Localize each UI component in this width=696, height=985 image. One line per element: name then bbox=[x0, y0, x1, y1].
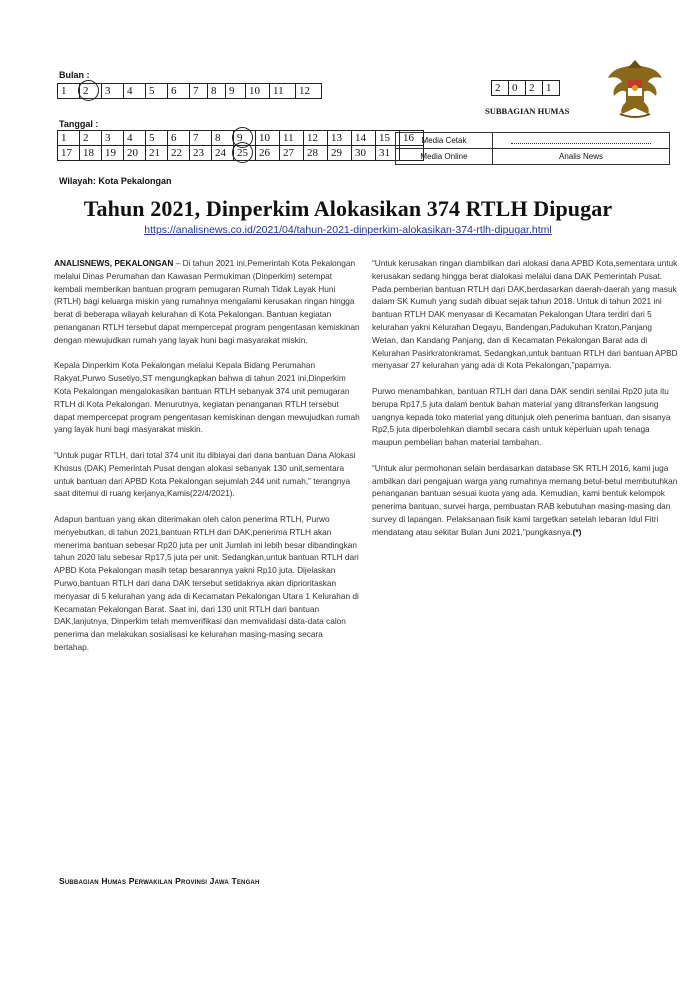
date-cell: 18 bbox=[80, 146, 102, 161]
month-cell: 3 bbox=[102, 84, 124, 99]
year-digit: 1 bbox=[543, 81, 560, 96]
year-digit: 2 bbox=[492, 81, 509, 96]
date-cell: 26 bbox=[256, 146, 280, 161]
date-cell: 4 bbox=[124, 131, 146, 146]
date-cell-selected: 9 bbox=[234, 131, 256, 146]
date-cell: 19 bbox=[102, 146, 124, 161]
paragraph: “Untuk pugar RTLH, dari total 374 unit itu dibiayai dari dana bantuan Dana Alokasi Khusus (DAK) Pemerintah Pusat dengan alokasi sebanyak 130 unit,sementara untuk bantuan dari APBD Kota Pekalongan sejumlah 244 unit rumah,” terangnya saat ditemui di ruang kerjanya,Kamis(22/4/2021). bbox=[54, 449, 356, 499]
date-cell: 13 bbox=[328, 131, 352, 146]
paragraph-text: – Di tahun 2021 ini,Pemerintah Kota Pekalongan melalui Dinas Perumahan dan Kawasan Permukiman (Dinperkim) setempat kembali memberikan bantuan program pemugaran Rumah Tidak Layak Huni (RTLH) bagi keluarga miskin yang rumahnya mengalami kerusakan ringan hingga berat di beberapa wilayah kelurahan di Kota Pekalongan. Bantuan kegiatan penanganan RTLH tersebut dapat mempercepat program pengentasan kemiskinan dengan mewujudkan rumah yang layak huni bagi masyarakat miskin. bbox=[54, 258, 360, 345]
department-label: SUBBAGIAN HUMAS bbox=[485, 106, 570, 116]
paragraph bbox=[54, 257, 360, 347]
date-cell: 22 bbox=[168, 146, 190, 161]
month-cell: 6 bbox=[168, 84, 190, 99]
paragraph: Purwo menambahkan, bantuan RTLH dari dana DAK sendiri senilai Rp20 juta itu berupa Rp17,5 juta dalam bentuk bahan material yang ditransferkan langsung uangnya kepada toko material yang ditunjuk oleh penerima bantuan, dan sisanya Rp2,5 juta diperbolehkan diambil secara cash untuk keperluan upah tenaga maupun pembelian bahan material tambahan. bbox=[372, 385, 671, 448]
month-cell: 10 bbox=[246, 84, 270, 99]
date-cell: 21 bbox=[146, 146, 168, 161]
paragraph-text: “Untuk alur permohonan selain berdasarkan database SK RTLH 2016, kami juga ambilkan dari pengajuan warga yang rumahnya memang betul-betul membutuhkan penanganan bantuan sesuai kuota yang ada. Kemudian, kami bentuk kelompok penerima bantuan, survei harga, pembuatan RAB kebutuhan masing-masing dan survey di lapangan. Pelaksanaan fisik kami targetkan setelah lebaran Idul Fitri mendatang atau sekitar Bulan Juni 2021,”pungkasnya. bbox=[372, 462, 678, 537]
date-cell: 16 bbox=[400, 131, 424, 146]
year-grid bbox=[491, 80, 560, 96]
date-cell: 30 bbox=[352, 146, 376, 161]
date-cell: 2 bbox=[80, 131, 102, 146]
month-cell: 5 bbox=[146, 84, 168, 99]
month-grid bbox=[57, 83, 322, 99]
paragraph: Adapun bantuan yang akan diterimakan oleh calon penerima RTLH, Purwo menyebutkan, di tahun 2021,bantuan RTLH dari DAK,penerima RTLH akan menerima bantuan sebesar Rp20 juta per unit Jumlah ini lebih besar dibandingkan tahun 2020 lalu sebesar Rp17,5 juta per unit. Sedangkan,untuk bantuan RTLH dari APBD Kota Pekalongan masih tetap besarannya yakni Rp10 juta. Dijelaskan Purwo,bantuan RTLH dari dana DAK tersebut setidaknya akan diprioritaskan menyasar di 5 kelurahan yang ada di Kecamatan Pekalongan Utara 1 Kelurahan di Kecamatan Pekalongan Barat. Saat ini, dari 130 unit RTLH dari bantuan DAK,lanjutnya, Dinperkim telah memverifikasi dan memvalidasi data-data calon penerima dan melakukan sosialisasi ke kelurahan masing-masing secara bertahap. bbox=[54, 513, 359, 652]
date-cell: 6 bbox=[168, 131, 190, 146]
date-cell: 11 bbox=[280, 131, 304, 146]
month-cell: 4 bbox=[124, 84, 146, 99]
month-cell-selected: 2 bbox=[80, 84, 102, 99]
year-digit: 0 bbox=[509, 81, 526, 96]
lead-source: ANALISNEWS, PEKALONGAN bbox=[54, 258, 174, 268]
date-cell: 3 bbox=[102, 131, 124, 146]
media-online-label: Media Online bbox=[396, 149, 493, 165]
article-title: Tahun 2021, Dinperkim Alokasikan 374 RTLH Dipugar bbox=[83, 196, 613, 221]
date-cell: 5 bbox=[146, 131, 168, 146]
month-cell: 9 bbox=[226, 84, 246, 99]
month-cell: 7 bbox=[190, 84, 208, 99]
date-cell: 12 bbox=[304, 131, 328, 146]
footer-text: Subbagian Humas Perwakilan Provinsi Jawa Tengah bbox=[59, 876, 260, 886]
paragraph: “Untuk kerusakan ringan diambilkan dari alokasi dana APBD Kota,sementara untuk kerusakan sedang hingga berat dialokasi melalui dana DAK Pemerintah Pusat. Pada pemberian bantuan RTLH dari DAK,berdasarkan daerah-daerah yang masuk dalam SK Kumuh yang sudah dibuat sejak tahun 2018. Untuk di tahun 2021 ini bantuan RTLH DAK menyasar di Kecamatan Pekalongan Utara terdiri dari 5 kelurahan yakni Kelurahan Degayu, Bandengan,Padukuhan Kraton,Panjang Wetan, dan Kandang Panjang, dan di Kecamatan Pekalongan Barat ada di Kelurahan Pasirkratonkramat. Sedangkan,untuk bantuan RTLH dari bantuan APBD menyasar 27 kelurahan yang ada di Kota Pekalongan,”paparnya. bbox=[372, 258, 678, 371]
media-online-value: Analis News bbox=[493, 149, 670, 165]
month-cell: 11 bbox=[270, 84, 296, 99]
article-url[interactable]: https://analisnews.co.id/2021/04/tahun-2021-dinperkim-alokasikan-374-rtlh-dipugar.html bbox=[144, 224, 552, 236]
date-cell: 8 bbox=[212, 131, 234, 146]
paragraph bbox=[372, 462, 678, 539]
date-cell: 31 bbox=[376, 146, 400, 161]
date-cell: 20 bbox=[124, 146, 146, 161]
date-cell: 10 bbox=[256, 131, 280, 146]
date-cell: 27 bbox=[280, 146, 304, 161]
date-cell: 23 bbox=[190, 146, 212, 161]
article-column-left bbox=[54, 257, 360, 667]
media-cetak-label: Media Cetak bbox=[396, 133, 493, 149]
media-cetak-value bbox=[493, 133, 670, 149]
bulan-label: Bulan : bbox=[59, 70, 90, 80]
media-table bbox=[395, 132, 670, 165]
end-mark: (*) bbox=[572, 526, 582, 537]
date-cell: 29 bbox=[328, 146, 352, 161]
wilayah-label: Wilayah: Kota Pekalongan bbox=[59, 176, 172, 186]
article-column-right bbox=[372, 257, 678, 551]
date-cell: 7 bbox=[190, 131, 212, 146]
date-cell: 24 bbox=[212, 146, 234, 161]
date-cell: 17 bbox=[58, 146, 80, 161]
month-cell: 1 bbox=[58, 84, 80, 99]
tanggal-label: Tanggal : bbox=[59, 119, 99, 129]
date-cell: 28 bbox=[304, 146, 328, 161]
date-cell-selected: 25 bbox=[234, 146, 256, 161]
month-cell: 12 bbox=[296, 84, 322, 99]
date-cell: 1 bbox=[58, 131, 80, 146]
year-digit: 2 bbox=[526, 81, 543, 96]
date-cell: 14 bbox=[352, 131, 376, 146]
date-cell: 15 bbox=[376, 131, 400, 146]
garuda-emblem bbox=[606, 58, 664, 120]
date-grid bbox=[57, 130, 424, 161]
month-cell: 8 bbox=[208, 84, 226, 99]
paragraph: Kepala Dinperkim Kota Pekalongan melalui Kepala Bidang Perumahan Rakyat,Purwo Susetiyo,ST mengungkapkan bahwa di tahun 2021 ini,Dinperkim Kota Pekalongan mengalokasikan bantuan RTLH sebanyak 374 unit pemugaran RTLH di Kota Pekalongan. Menurutnya, kegiatan penanganan RTLH tersebut dapat mempercepat program pengentasan kemiskinan dengan mewujudkan rumah yang layak huni bagi masyarakat miskin. bbox=[54, 360, 360, 435]
